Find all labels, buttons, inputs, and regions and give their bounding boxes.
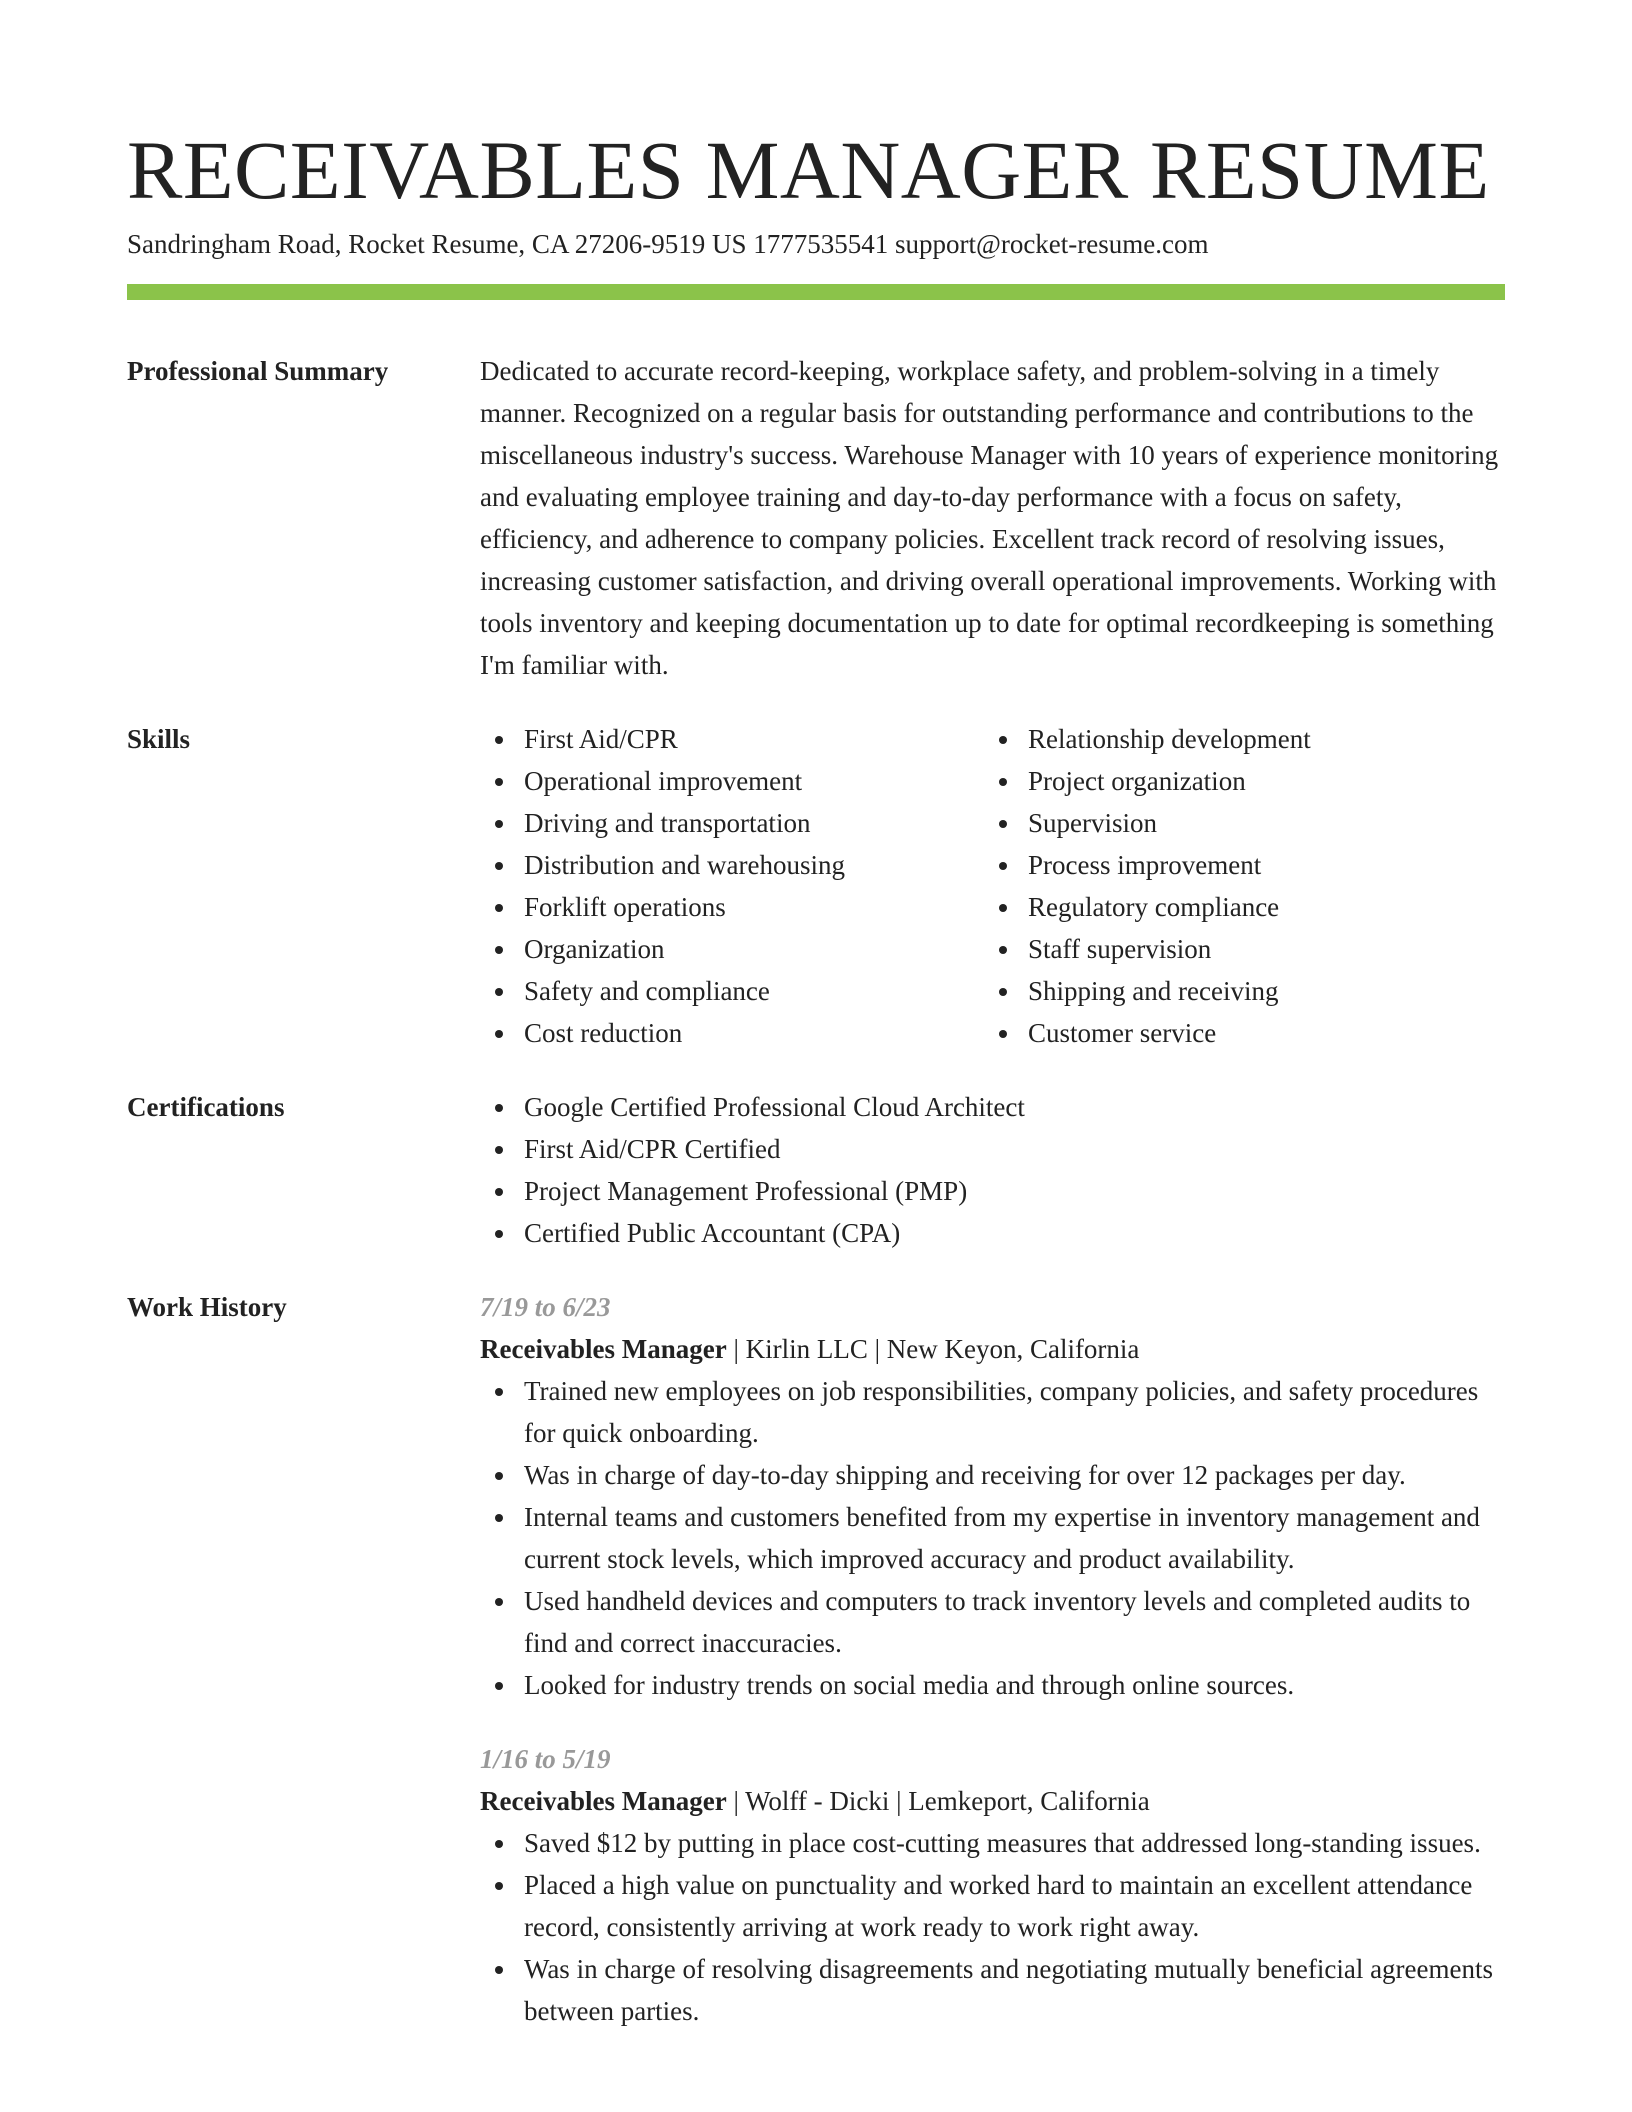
job-bullet: Trained new employees on job responsibilities, company policies, and safety procedures for quick onboarding. — [480, 1370, 1505, 1454]
skills-list-left — [480, 718, 984, 1054]
skill-item: Driving and transportation — [480, 802, 984, 844]
job-dates: 7/19 to 6/23 — [480, 1292, 611, 1322]
skill-item: Safety and compliance — [480, 970, 984, 1012]
skills-label: Skills — [127, 724, 191, 754]
job-details: | Kirlin LLC | New Keyon, California — [726, 1334, 1140, 1364]
summary-text: Dedicated to accurate record-keeping, workplace safety, and problem-solving in a timely manner. Recognized on a regular basis for outstanding performance and contributions to the miscellaneous industry's success. Warehouse Manager with 10 years of experience monitoring and evaluating employee training and day-to-day performance with a focus on safety, efficiency, and adherence to company policies. Excellent track record of resolving issues, increasing customer satisfaction, and driving overall operational improvements. Working with tools inventory and keeping documentation up to date for optimal recordkeeping is something I'm familiar with. — [480, 356, 1499, 680]
skill-item: Relationship development — [984, 718, 1488, 760]
job-bullet: Was in charge of day-to-day shipping and receiving for over 12 packages per day. — [480, 1454, 1505, 1496]
work-history-label: Work History — [127, 1292, 287, 1322]
skills-section — [127, 718, 1505, 1054]
certifications-list — [480, 1086, 1505, 1254]
skill-item: Project organization — [984, 760, 1488, 802]
job-bullet: Saved $12 by putting in place cost-cutting measures that addressed long-standing issues. — [480, 1822, 1505, 1864]
skill-item: Distribution and warehousing — [480, 844, 984, 886]
certifications-label: Certifications — [127, 1092, 285, 1122]
header-divider — [127, 284, 1505, 300]
job-bullets — [480, 1370, 1505, 1706]
skill-item: Cost reduction — [480, 1012, 984, 1054]
certification-item: First Aid/CPR Certified — [480, 1128, 1505, 1170]
resume-page — [127, 0, 1505, 2032]
summary-label: Professional Summary — [127, 356, 389, 386]
certifications-section — [127, 1086, 1505, 1254]
skill-item: Customer service — [984, 1012, 1488, 1054]
work-history-section — [127, 1286, 1505, 2032]
contact-line: Sandringham Road, Rocket Resume, CA 27206-9519 US 1777535541 support@rocket-resume.com — [127, 229, 1209, 259]
skills-list-right — [984, 718, 1488, 1054]
job-bullet: Used handheld devices and computers to track inventory levels and completed audits to find and correct inaccuracies. — [480, 1580, 1505, 1664]
job-details: | Wolff - Dicki | Lemkeport, California — [726, 1786, 1150, 1816]
skill-item: Operational improvement — [480, 760, 984, 802]
job-title: Receivables Manager — [480, 1334, 727, 1364]
skill-item: Regulatory compliance — [984, 886, 1488, 928]
skill-item: Forklift operations — [480, 886, 984, 928]
skill-item: Shipping and receiving — [984, 970, 1488, 1012]
certification-item: Project Management Professional (PMP) — [480, 1170, 1505, 1212]
resume-title: RECEIVABLES MANAGER RESUME — [127, 124, 1490, 216]
skill-item: First Aid/CPR — [480, 718, 984, 760]
job-bullets — [480, 1822, 1505, 2032]
job-entry — [480, 1738, 1505, 2032]
job-bullet: Was in charge of resolving disagreements and negotiating mutually beneficial agreements between parties. — [480, 1948, 1505, 2032]
certification-item: Certified Public Accountant (CPA) — [480, 1212, 1505, 1254]
job-bullet: Internal teams and customers benefited from my expertise in inventory management and current stock levels, which improved accuracy and product availability. — [480, 1496, 1505, 1580]
job-heading — [480, 1328, 1505, 1370]
summary-section — [127, 350, 1505, 686]
skill-item: Staff supervision — [984, 928, 1488, 970]
job-bullet: Placed a high value on punctuality and worked hard to maintain an excellent attendance record, consistently arriving at work ready to work right away. — [480, 1864, 1505, 1948]
certification-item: Google Certified Professional Cloud Architect — [480, 1086, 1505, 1128]
job-bullet: Looked for industry trends on social media and through online sources. — [480, 1664, 1505, 1706]
job-entry — [480, 1286, 1505, 1706]
skill-item: Process improvement — [984, 844, 1488, 886]
skill-item: Organization — [480, 928, 984, 970]
job-dates: 1/16 to 5/19 — [480, 1744, 611, 1774]
job-heading — [480, 1780, 1505, 1822]
skill-item: Supervision — [984, 802, 1488, 844]
job-title: Receivables Manager — [480, 1786, 727, 1816]
